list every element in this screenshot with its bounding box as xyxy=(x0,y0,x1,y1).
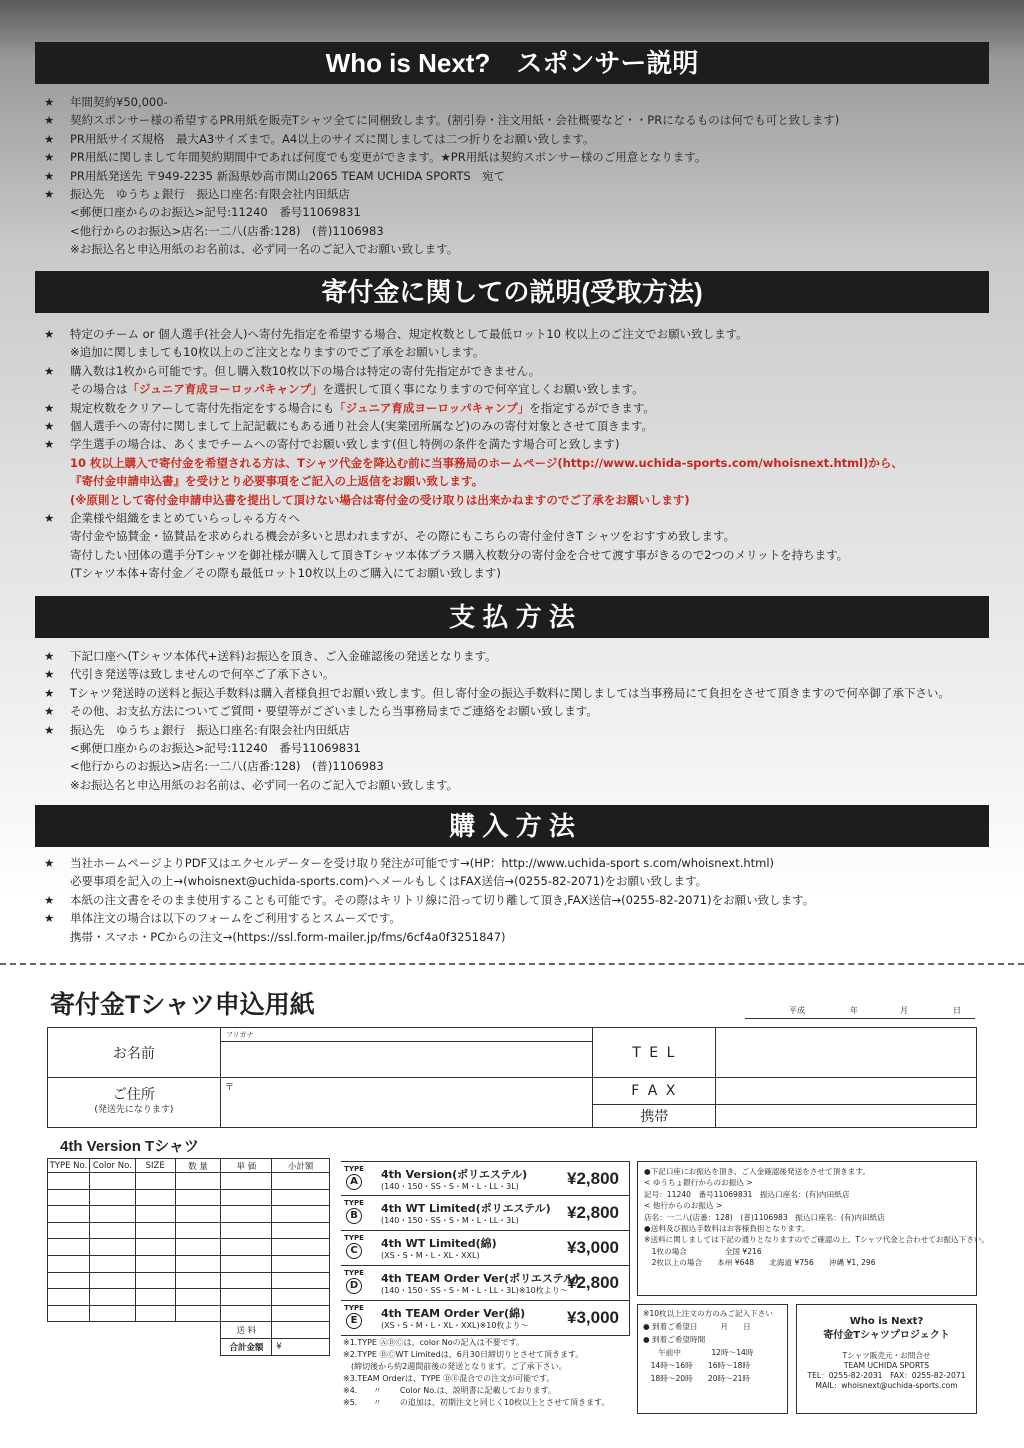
order-table xyxy=(47,1158,330,1356)
order-cell[interactable] xyxy=(272,1239,330,1256)
order-cell[interactable] xyxy=(175,1272,221,1289)
order-cell[interactable] xyxy=(89,1222,135,1239)
order-cell[interactable] xyxy=(135,1206,175,1223)
order-cell[interactable] xyxy=(175,1222,221,1239)
table-row[interactable] xyxy=(48,1173,330,1190)
type-price: ¥2,800 xyxy=(567,1169,619,1188)
list-item: ★ PR用紙に関しまして年間契約期間中であれば何度でも変更ができます。★PR用紙は契約スポンサー様のご用意となります。 xyxy=(44,150,707,165)
order-cell[interactable] xyxy=(221,1239,272,1256)
type-price: ¥2,800 xyxy=(567,1273,619,1292)
order-cell[interactable] xyxy=(221,1189,272,1206)
list-subitem: その場合は「ジュニア育成ヨーロッパキャンプ」を選択して頂く事になりますので何卒宜しくお願い致します。 xyxy=(70,382,644,397)
type-letter: A xyxy=(346,1174,362,1190)
order-cell[interactable] xyxy=(221,1173,272,1190)
order-notes: ※1.TYPE ⒶⒷⒸは、color Noの記入は不要です。 ※2.TYPE ⒷⒸWT Limitedは、6月30日締切りとさせて頂きます。 (締切後から約2週間前後の発送となります。ご了承下さい。 ※3.TEAM Orderは、TYPE ⒹⒺ混合での注文が可能です。 ※4. 〃 Color No.は、説明書に記載しております。 ※5. 〃 の追加は、初期注文と同じく10枚以上とさせて頂きます。 xyxy=(343,1338,610,1407)
sponsor-banner: Who is Next? スポンサー説明 xyxy=(35,42,989,84)
list-item: ★ 購入数は1枚から可能です。但し購入数10枚以下の場合は特定の寄付先指定ができません。 xyxy=(44,363,541,378)
order-cell[interactable] xyxy=(272,1305,330,1322)
shipping-field[interactable] xyxy=(272,1322,330,1339)
list-subitem: (Tシャツ本体+寄付金／その際も最低ロット10枚以上のご購入にてお願い致します) xyxy=(70,566,501,581)
order-cell[interactable] xyxy=(221,1222,272,1239)
date-field[interactable]: 平成 年 月 日 xyxy=(745,1003,975,1019)
order-cell[interactable] xyxy=(135,1255,175,1272)
order-cell[interactable] xyxy=(272,1289,330,1306)
list-item: ★ PR用紙サイズ規格 最大A3サイズまで。A4以上のサイズに関しましては二つ折りをお願い致します。 xyxy=(44,131,595,146)
list-item: ★ 個人選手への寄付に関しまして上記記載にもある通り社会人(実業団所属など)のみの寄付対象とさせて頂きます。 xyxy=(44,419,654,434)
order-cell[interactable] xyxy=(48,1239,90,1256)
list-item: ★ 契約スポンサー様の希望するPR用紙を販売Tシャツ全てに同梱致します。(割引券・注文用紙・会社概要など・・PRになるものは何でも可と致します) xyxy=(44,113,840,128)
type-row: TYPE B 4th WT Limited(ポリエステル) (140・150・SS・S・M・L・LL・3L) ¥2,800 xyxy=(341,1196,630,1231)
name-field[interactable]: フリガナ xyxy=(220,1028,593,1078)
order-cell[interactable] xyxy=(89,1289,135,1306)
mobile-label: 携帯 xyxy=(593,1105,716,1128)
donation-list xyxy=(44,325,1004,583)
list-item: ★ 単体注文の場合は以下のフォームをご利用するとスムーズです。 xyxy=(44,911,401,926)
order-cell[interactable] xyxy=(48,1222,90,1239)
order-cell[interactable] xyxy=(175,1239,221,1256)
type-price: ¥3,000 xyxy=(567,1238,619,1257)
list-item: ★ 下記口座へ(Tシャツ本体代+送料)お振込を頂き、ご入金確認後の発送となります。 xyxy=(44,649,497,663)
address-label: ご住所 (発送先になります) xyxy=(48,1078,221,1128)
form-title: 寄付金Tシャツ申込用紙 xyxy=(50,991,315,1019)
list-item: ★ 振込先 ゆうちょ銀行 振込口座名:有限会社内田紙店 xyxy=(44,187,350,202)
order-cell[interactable] xyxy=(272,1222,330,1239)
list-subitem: 寄付金や協賛金・協賛品を求められる機会が多いと思われますが、その際にもこちらの寄付金付きT シャツをおすすめ致します。 xyxy=(70,529,736,544)
type-letter: B xyxy=(346,1208,362,1224)
list-subitem: ※お振込名と申込用紙のお名前は、必ず同一名のご記入でお願い致します。 xyxy=(70,242,459,257)
list-item: ★ Tシャツ発送時の送料と振込手数料は購入者様負担でお願い致します。但し寄付金の振込手数料に関しましては当事務局にて負担をさせて頂きますので何卒御了承下さい。 xyxy=(44,685,950,700)
list-item: ★ 年間契約¥50,000- xyxy=(44,95,168,109)
list-item: ★ 当社ホームページよりPDF又はエクセルデーターを受け取り発注が可能です→(HP：http://www.uchida-sport s.com/whoisnext.html) xyxy=(44,856,775,870)
header-size: SIZE xyxy=(135,1159,175,1173)
type-row: TYPE A 4th Version(ポリエステル) (140・150・SS・S・M・L・LL・3L) ¥2,800 xyxy=(341,1161,630,1196)
type-letter: E xyxy=(346,1313,362,1329)
order-cell[interactable] xyxy=(221,1272,272,1289)
list-subitem: <他行からのお振込>店名:一二八(店番:128) (普)1106983 xyxy=(70,759,384,774)
cut-line xyxy=(0,963,1024,965)
order-cell[interactable] xyxy=(89,1206,135,1223)
order-cell[interactable] xyxy=(135,1222,175,1239)
order-cell[interactable] xyxy=(48,1189,90,1206)
mobile-field[interactable] xyxy=(716,1105,977,1128)
order-cell[interactable] xyxy=(272,1255,330,1272)
order-cell[interactable] xyxy=(89,1173,135,1190)
fax-field[interactable] xyxy=(716,1078,977,1105)
order-cell[interactable] xyxy=(48,1173,90,1190)
order-cell[interactable] xyxy=(48,1272,90,1289)
table-row[interactable] xyxy=(48,1255,330,1272)
type-price: ¥3,000 xyxy=(567,1308,619,1327)
order-cell[interactable] xyxy=(135,1189,175,1206)
order-cell[interactable] xyxy=(135,1305,175,1322)
header-subtotal: 小計額 xyxy=(272,1159,330,1173)
type-letter: D xyxy=(346,1278,362,1294)
donation-banner: 寄付金に関しての説明(受取方法) xyxy=(35,271,989,313)
type-row: TYPE C 4th WT Limited(綿) (XS・S・M・L・XL・XXL) ¥3,000 xyxy=(341,1231,630,1266)
warning-line: (※原則として寄付金申請申込書を提出して頂けない場合は寄付金の受け取りは出来かねますのでご了承をお願いします) xyxy=(70,492,690,507)
list-item: ★ 規定枚数をクリアーして寄付先指定をする場合にも「ジュニア育成ヨーロッパキャンプ」を指定するができます。 xyxy=(44,400,655,415)
order-cell[interactable] xyxy=(221,1305,272,1322)
order-cell[interactable] xyxy=(175,1289,221,1306)
list-item: ★ 特定のチーム or 個人選手(社会人)へ寄付先指定を希望する場合、規定枚数として最低ロット10 枚以上のご注文でお願い致します。 xyxy=(44,327,748,341)
list-subitem: <他行からのお振込>店名:一二八(店番:128) (普)1106983 xyxy=(70,223,384,238)
tel-field[interactable] xyxy=(716,1028,977,1078)
name-label: お名前 xyxy=(48,1028,221,1078)
type-row: TYPE E 4th TEAM Order Ver(綿) (XS・S・M・L・XL・XXL)※10枚より～ ¥3,000 xyxy=(341,1301,630,1336)
order-cell[interactable] xyxy=(48,1206,90,1223)
order-cell[interactable] xyxy=(135,1173,175,1190)
list-item: ★ 学生選手の場合は、あくまでチームへの寄付でお願い致します(但し特例の条件を満たす場合可と致します) xyxy=(44,437,620,452)
customer-info-table xyxy=(47,1027,977,1128)
bank-info-box: ●下記口座にお振込を頂き、ご入金確認後発送をさせて頂きます。 < ゆうちょ銀行からのお振込 > 記号：11240 番号11069831 振込口座名：(有)内田紙店 < 他行からのお振込 > 店名：一二八(店番：128) (普)1106983 振込口座名：(有)内田紙店 ●送料及び振込手数料はお客様負担となります。 ※送料に関しましては下記の通りとなりますのでご確認の上、Tシャツ代金と合わせてお振込下さい。 1枚の場合 全国 ¥216 2枚以上の場合 本州 ¥648 北海道 ¥756 沖縄 ¥1, 296 xyxy=(637,1161,977,1296)
version-title: 4th Version Tシャツ xyxy=(60,1138,199,1155)
list-subitem: <郵便口座からのお振込>記号:11240 番号11069831 xyxy=(70,205,361,220)
order-cell[interactable] xyxy=(89,1239,135,1256)
delivery-box[interactable]: ※10枚以上注文の方のみご記入下さい ● 到着ご希望日 月 日 ● 到着ご希望時間 午前中 12時～14時 14時～16時 16時～18時 18時～20時 20時～21時 xyxy=(637,1304,788,1414)
table-row[interactable] xyxy=(48,1272,330,1289)
header-type: TYPE No. xyxy=(48,1159,90,1173)
order-cell[interactable] xyxy=(89,1305,135,1322)
list-subitem: 必要事項を記入の上→(whoisnext@uchida-sports.com)へメールもしくはFAX送信→(0255-82-2071)をお願い致します。 xyxy=(70,874,708,889)
order-cell[interactable] xyxy=(89,1189,135,1206)
list-item: ★ その他、お支払方法についてご質問・要望等がございましたら当事務局までご連絡をお願い致します。 xyxy=(44,704,598,719)
order-cell[interactable] xyxy=(89,1272,135,1289)
total-field[interactable]: ¥ xyxy=(272,1338,330,1355)
sponsor-list xyxy=(44,93,1004,259)
table-row[interactable] xyxy=(48,1305,330,1322)
order-cell[interactable] xyxy=(272,1272,330,1289)
total-label: 合計金額 xyxy=(221,1338,272,1355)
order-cell[interactable] xyxy=(89,1255,135,1272)
purchase-banner: 購 入 方 法 xyxy=(35,805,989,847)
warning-line: 『寄付金申請申込書』を受けとり必要事項をご記入の上返信をお願い致します。 xyxy=(70,474,484,489)
list-item: ★ 代引き発送等は致しませんので何卒ご了承下さい。 xyxy=(44,667,335,682)
order-cell[interactable] xyxy=(272,1206,330,1223)
table-row[interactable] xyxy=(48,1222,330,1239)
order-cell[interactable] xyxy=(272,1173,330,1190)
order-cell[interactable] xyxy=(48,1305,90,1322)
header-qty: 数 量 xyxy=(175,1159,221,1173)
list-subitem: 寄付したい団体の選手分Tシャツを御社様が購入して頂きTシャツ本体プラス購入枚数分の寄付金を合せて渡す事がきるので2つのメリットを持ちます。 xyxy=(70,547,849,562)
order-cell[interactable] xyxy=(175,1206,221,1223)
payment-banner: 支 払 方 法 xyxy=(35,596,989,638)
order-cell[interactable] xyxy=(272,1189,330,1206)
order-cell[interactable] xyxy=(48,1255,90,1272)
type-row: TYPE D 4th TEAM Order Ver(ポリエステル) (140・150・SS・S・M・L・LL・3L)※10枚より～ ¥2,800 xyxy=(341,1266,630,1301)
warning-line: 10 枚以上購入で寄付金を希望される方は、Tシャツ代金を降込む前に当事務局のホームページ(http://www.uchida-sports.com/whoisnext.html)から、 xyxy=(70,455,903,470)
table-row[interactable] xyxy=(48,1206,330,1223)
header-price: 単 価 xyxy=(221,1159,272,1173)
organizer-box: Who is Next? 寄付金Tシャツプロジェクト Tシャツ販売元・お問合せ TEAM UCHIDA SPORTS TEL：0255-82-2031 FAX：0255-82-2071 MAIL：whoisnext@uchida-sports.com xyxy=(796,1304,977,1414)
list-item: ★ PR用紙発送先 〒949-2235 新潟県妙高市関山2065 TEAM UCHIDA SPORTS 宛て xyxy=(44,168,506,183)
list-subitem: <郵便口座からのお振込>記号:11240 番号11069831 xyxy=(70,741,361,756)
order-cell[interactable] xyxy=(175,1305,221,1322)
list-subitem: ※お振込名と申込用紙のお名前は、必ず同一名のご記入でお願い致します。 xyxy=(70,777,459,792)
order-cell[interactable] xyxy=(175,1255,221,1272)
tel-label: T E L xyxy=(593,1028,716,1078)
table-row[interactable] xyxy=(48,1189,330,1206)
list-item: ★ 企業様や組織をまとめていらっしゃる方々へ xyxy=(44,511,300,526)
order-cell[interactable] xyxy=(48,1289,90,1306)
type-price: ¥2,800 xyxy=(567,1203,619,1222)
list-item: ★ 本紙の注文書をそのまま使用することも可能です。その際はキリトリ線に沿って切り離して頂き,FAX送信→(0255-82-2071)をお願い致します。 xyxy=(44,892,815,907)
header-color: Color No. xyxy=(89,1159,135,1173)
list-subitem: 携帯・スマホ・PCからの注文→(https://ssl.form-mailer.jp/fms/6cf4a0f3251847) xyxy=(70,929,506,944)
order-cell[interactable] xyxy=(135,1289,175,1306)
shipping-label: 送 料 xyxy=(221,1322,272,1339)
order-cell[interactable] xyxy=(221,1289,272,1306)
order-cell[interactable] xyxy=(221,1206,272,1223)
type-letter: C xyxy=(346,1243,362,1259)
list-item: ★ 振込先 ゆうちょ銀行 振込口座名:有限会社内田紙店 xyxy=(44,722,350,737)
order-cell[interactable] xyxy=(175,1189,221,1206)
order-cell[interactable] xyxy=(135,1272,175,1289)
address-field[interactable]: 〒 xyxy=(220,1078,593,1128)
type-price-list xyxy=(341,1161,630,1336)
fax-label: F A X xyxy=(593,1078,716,1105)
order-cell[interactable] xyxy=(221,1255,272,1272)
purchase-list xyxy=(44,854,1004,946)
table-row[interactable] xyxy=(48,1289,330,1306)
order-cell[interactable] xyxy=(135,1239,175,1256)
payment-list xyxy=(44,647,1004,794)
order-cell[interactable] xyxy=(175,1173,221,1190)
table-row[interactable] xyxy=(48,1239,330,1256)
list-subitem: ※追加に関しましても10枚以上のご注文となりますのでご了承をお願いします。 xyxy=(70,345,485,360)
